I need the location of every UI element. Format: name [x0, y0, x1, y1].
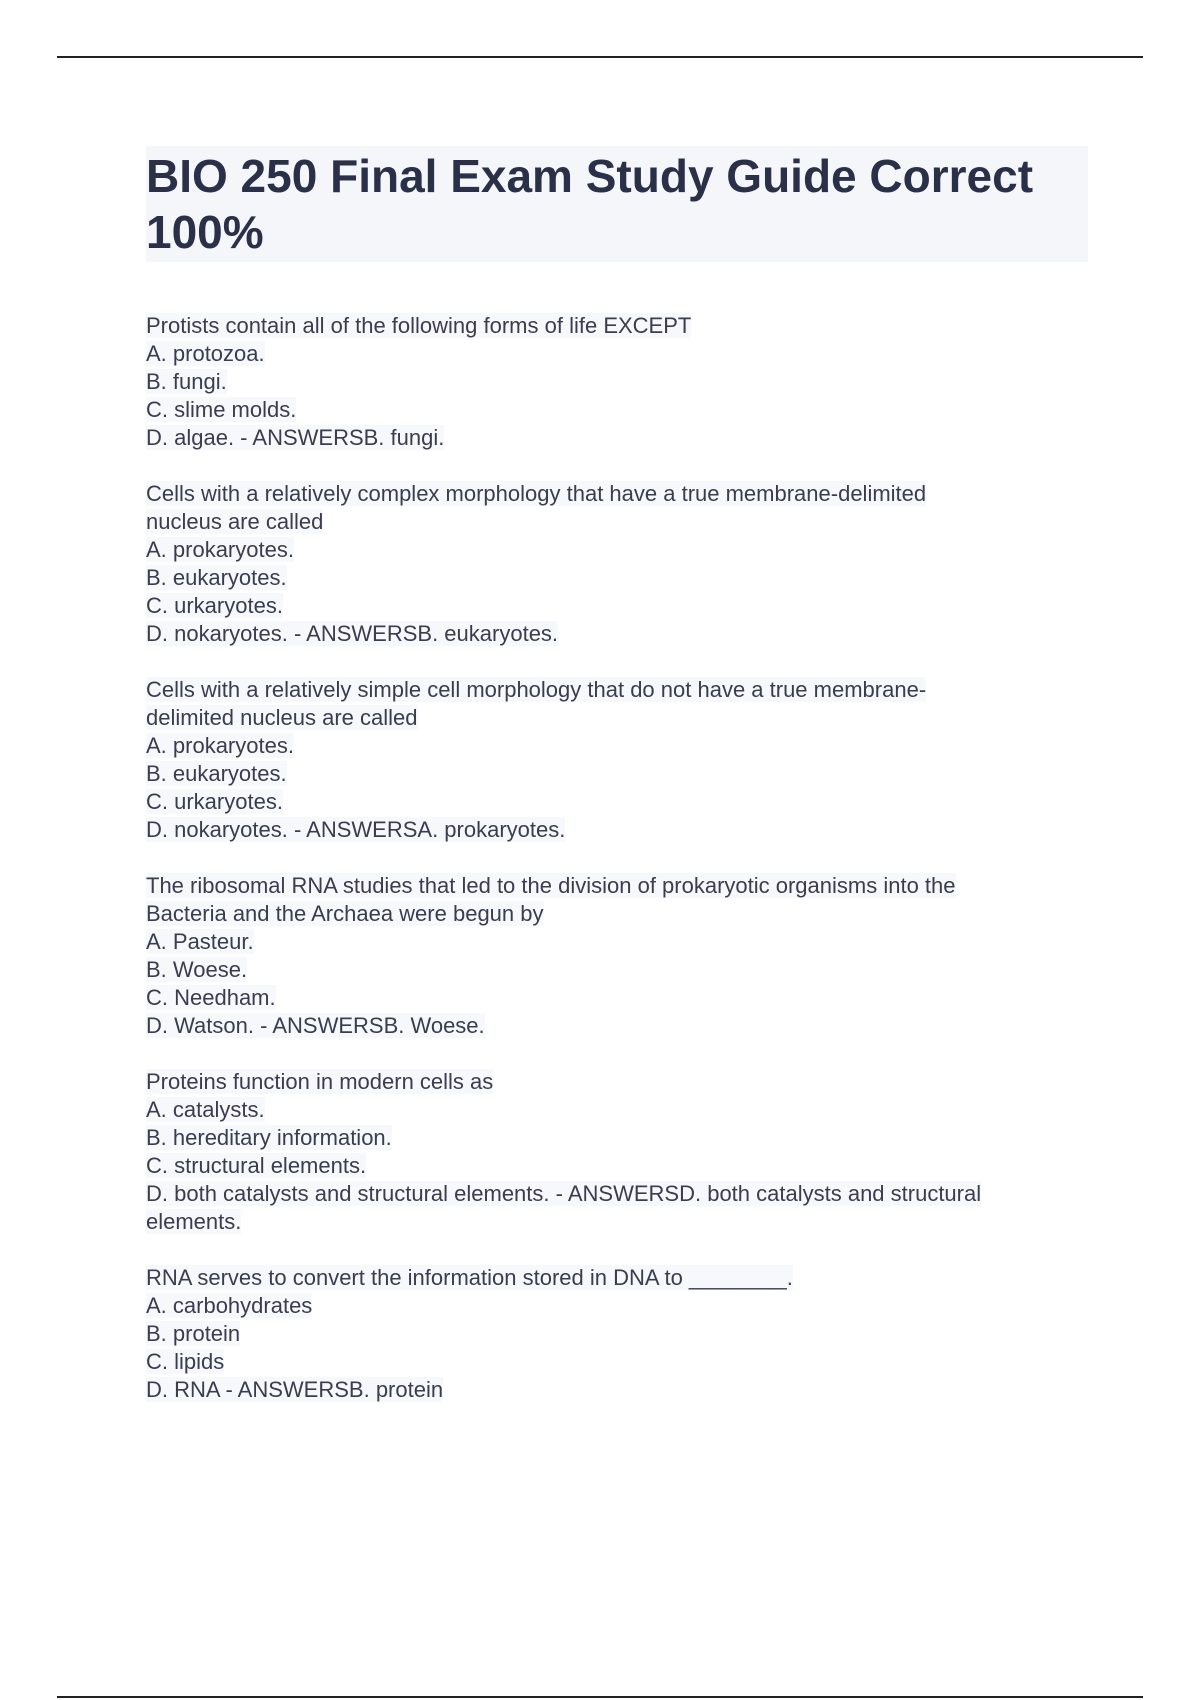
question-5-option-b: B. hereditary information.	[146, 1125, 392, 1150]
question-6-option-c: C. lipids	[146, 1349, 225, 1374]
question-1-stem: Protists contain all of the following forms of life EXCEPT	[146, 313, 692, 338]
question-5-answer-cont: elements.	[146, 1209, 242, 1234]
question-3	[146, 676, 1096, 844]
question-5-option-d-answer: D. both catalysts and structural elements. - ANSWERSD. both catalysts and structural	[146, 1181, 982, 1206]
question-4-stem: The ribosomal RNA studies that led to the division of prokaryotic organisms into the	[146, 873, 956, 898]
question-3-stem-cont: delimited nucleus are called	[146, 705, 418, 730]
question-2-stem: Cells with a relatively complex morphology that have a true membrane-delimited	[146, 481, 927, 506]
bottom-rule	[57, 1696, 1143, 1698]
question-5-option-c: C. structural elements.	[146, 1153, 367, 1178]
question-2-option-b: B. eukaryotes.	[146, 565, 287, 590]
question-5	[146, 1068, 1096, 1236]
question-6	[146, 1264, 1096, 1404]
question-3-option-b: B. eukaryotes.	[146, 761, 287, 786]
question-2-option-d-answer: D. nokaryotes. - ANSWERSB. eukaryotes.	[146, 621, 559, 646]
question-4-option-d-answer: D. Watson. - ANSWERSB. Woese.	[146, 1013, 485, 1038]
question-1-option-c: C. slime molds.	[146, 397, 297, 422]
question-4-option-b: B. Woese.	[146, 957, 248, 982]
question-2-option-c: C. urkaryotes.	[146, 593, 283, 618]
question-list	[146, 312, 1096, 1432]
question-1	[146, 312, 1096, 452]
page-title: BIO 250 Final Exam Study Guide Correct 100%	[146, 150, 1034, 258]
question-6-option-b: B. protein	[146, 1321, 241, 1346]
question-2-stem-cont: nucleus are called	[146, 509, 324, 534]
question-4-stem-cont: Bacteria and the Archaea were begun by	[146, 901, 544, 926]
question-3-option-a: A. prokaryotes.	[146, 733, 294, 758]
question-3-option-c: C. urkaryotes.	[146, 789, 283, 814]
question-2-option-a: A. prokaryotes.	[146, 537, 294, 562]
question-4	[146, 872, 1096, 1040]
title-block	[146, 146, 1088, 262]
question-1-option-d-answer: D. algae. - ANSWERSB. fungi.	[146, 425, 445, 450]
question-3-stem: Cells with a relatively simple cell morphology that do not have a true membrane-	[146, 677, 927, 702]
question-1-option-b: B. fungi.	[146, 369, 227, 394]
question-1-option-a: A. protozoa.	[146, 341, 265, 366]
question-4-option-a: A. Pasteur.	[146, 929, 254, 954]
question-2	[146, 480, 1096, 648]
question-5-option-a: A. catalysts.	[146, 1097, 265, 1122]
question-5-stem: Proteins function in modern cells as	[146, 1069, 494, 1094]
question-6-stem: RNA serves to convert the information stored in DNA to ________.	[146, 1265, 793, 1290]
question-6-option-d-answer: D. RNA - ANSWERSB. protein	[146, 1377, 444, 1402]
question-6-option-a: A. carbohydrates	[146, 1293, 313, 1318]
question-4-option-c: C. Needham.	[146, 985, 276, 1010]
top-rule	[57, 56, 1143, 58]
question-3-option-d-answer: D. nokaryotes. - ANSWERSA. prokaryotes.	[146, 817, 566, 842]
